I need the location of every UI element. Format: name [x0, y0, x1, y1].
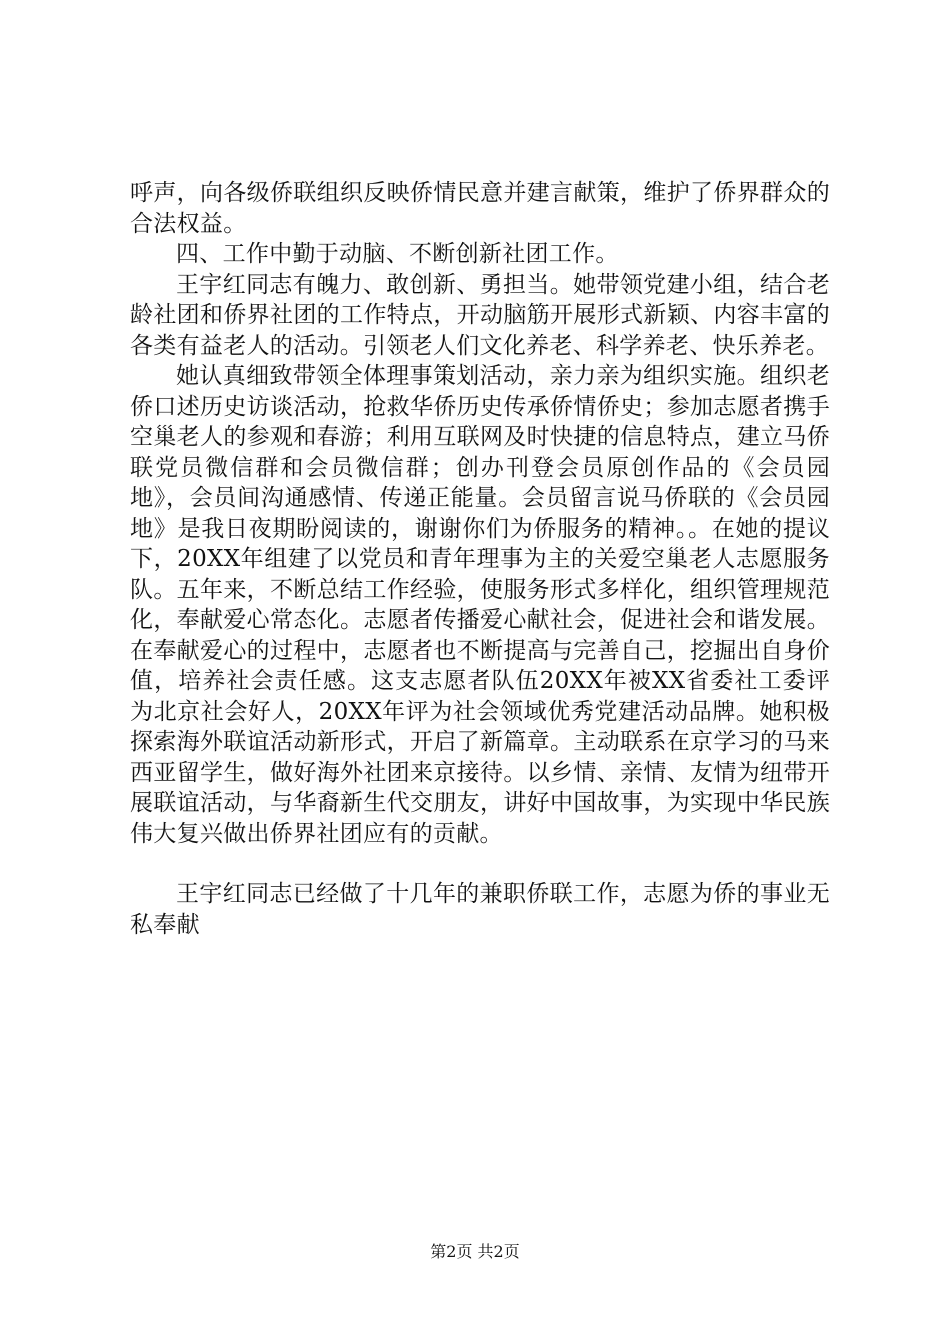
- paragraph-spacer: [130, 849, 830, 879]
- page-number-footer: 第2页 共2页: [430, 1242, 520, 1261]
- paragraph: 她认真细致带领全体理事策划活动，亲力亲为组织实施。组织老侨口述历史访谈活动，抢救华侨历史传承侨情侨史；参加志愿者携手空巢老人的参观和春游；利用互联网及时快捷的信息特点，建立马侨联党员微信群和会员微信群；创办刊登会员原创作品的《会员园地》，会员间沟通感情、传递正能量。会员留言说马侨联的《会员园地》是我日夜期盼阅读的，谢谢你们为侨服务的精神。。在她的提议下，20XX年组建了以党员和青年理事为主的关爱空巢老人志愿服务队。五年来，不断总结工作经验，使服务形式多样化，组织管理规范化，奉献爱心常态化。志愿者传播爱心献社会，促进社会和谐发展。在奉献爱心的过程中，志愿者也不断提高与完善自己，挖掘出自身价值，培养社会责任感。这支志愿者队伍20XX年被XX省委社工委评为北京社会好人，20XX年评为社会领域优秀党建活动品牌。她积极探索海外联谊活动新形式，开启了新篇章。主动联系在京学习的马来西亚留学生，做好海外社团来京接待。以乡情、亲情、友情为纽带开展联谊活动，与华裔新生代交朋友，讲好中国故事，为实现中华民族伟大复兴做出侨界社团应有的贡献。: [130, 363, 830, 847]
- paragraph-continuation: 呼声，向各级侨联组织反映侨情民意并建言献策，维护了侨界群众的合法权益。: [130, 180, 830, 237]
- paragraph: 王宇红同志已经做了十几年的兼职侨联工作，志愿为侨的事业无私奉献: [130, 881, 830, 938]
- section-heading: 四、工作中勤于动脑、不断创新社团工作。: [176, 241, 619, 267]
- document-body: [130, 178, 830, 940]
- paragraph: 王宇红同志有魄力、敢创新、勇担当。她带领党建小组，结合老龄社团和侨界社团的工作特点，开动脑筋开展形式新颖、内容丰富的各类有益老人的活动。引领老人们文化养老、科学养老、快乐养老。: [130, 271, 830, 359]
